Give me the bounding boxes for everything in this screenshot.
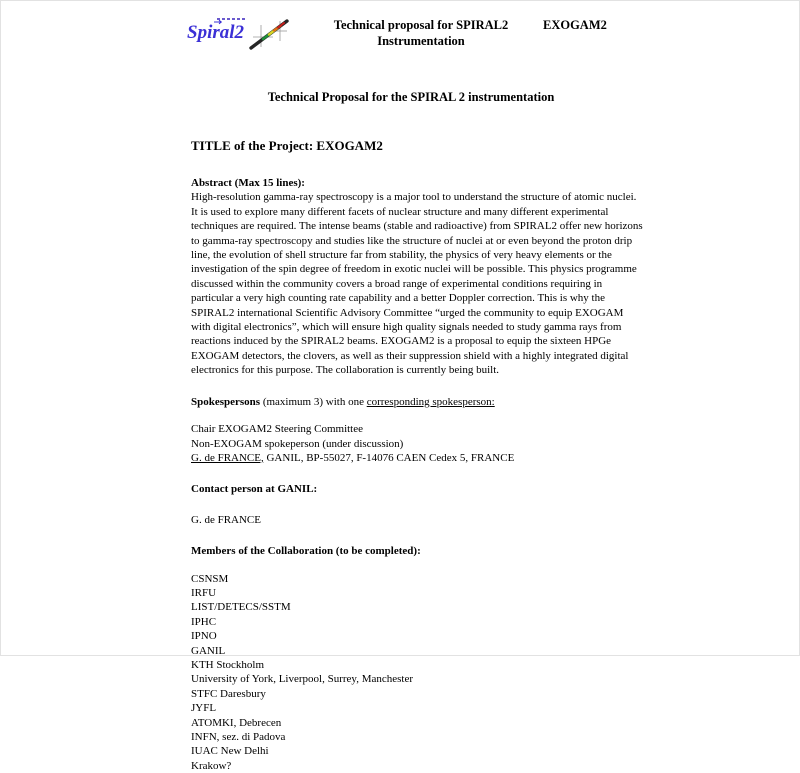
spokespersons-heading — [191, 395, 631, 409]
spokesperson-line: Chair EXOGAM2 Steering Committee — [191, 423, 364, 436]
spokespersons-list — [191, 422, 631, 451]
abstract-line: SPIRAL2 international Scientific Advisory Committee “urged the community to equip EXOGAM — [191, 306, 624, 319]
spokespersons-heading-regular: (maximum 3) with one — [260, 395, 367, 408]
abstract-line: reactions induced by the SPIRAL2 beams. EXOGAM2 is a proposal to equip the sixteen HPGe — [191, 335, 612, 348]
abstract-heading: Abstract (Max 15 lines): — [191, 177, 305, 189]
member-list-item: IPHC — [191, 615, 217, 628]
header-right-label: EXOGAM2 — [543, 18, 607, 32]
member-list-item: Krakow? — [191, 759, 232, 772]
spokesperson-line: Non-EXOGAM spokeperson (under discussion) — [191, 437, 404, 450]
project-title: TITLE of the Project: EXOGAM2 — [191, 138, 383, 153]
members-list — [191, 572, 631, 773]
document-content — [187, 1, 643, 773]
spiral2-logo — [187, 15, 291, 53]
member-list-item: INFN, sez. di Padova — [191, 731, 286, 743]
abstract-line: particular a very high counting rate capability and a better Doppler correction. This is why the — [191, 292, 605, 305]
header-title-line1: Technical proposal for SPIRAL2 — [333, 18, 509, 32]
member-list-item: CSNSM — [191, 572, 229, 585]
page-header — [187, 1, 631, 63]
corresponding-spokesperson-line — [191, 451, 631, 465]
member-list-item: University of York, Liverpool, Surrey, Manchester — [191, 673, 413, 686]
members-heading: Members of the Collaboration (to be completed): — [191, 545, 421, 558]
header-title-line2: Instrumentation — [377, 34, 465, 48]
abstract-line: electronics for this purpose. The collaboration is currently being built. — [191, 364, 500, 377]
corresponding-spokesperson-name: G. de FRANCE, — [191, 451, 264, 464]
abstract-line: to gamma-ray spectroscopy and studies like the structure of nuclei at or even beyond the proton drip — [191, 234, 633, 247]
document-main-title: Technical Proposal for the SPIRAL 2 instrumentation — [267, 90, 555, 104]
member-list-item: IPNO — [191, 630, 217, 643]
abstract-line: investigation of the spin degree of freedom in exotic nuclei will be possible. This physics programme — [191, 263, 637, 276]
abstract-line: techniques are required. The intense beams (stable and radioactive) from SPIRAL2 offer new horizons — [191, 220, 643, 233]
header-title — [301, 17, 541, 49]
member-list-item: LIST/DETECS/SSTM — [191, 601, 291, 614]
abstract-line: discussed within the community covers a broad range of experimental conditions requiring in — [191, 277, 603, 290]
member-list-item: JYFL — [191, 702, 217, 715]
member-list-item: IUAC New Delhi — [191, 745, 269, 758]
corresponding-spokesperson-address: GANIL, BP-55027, F-14076 CAEN Cedex 5, FRANCE — [263, 451, 515, 464]
abstract-body — [191, 190, 643, 377]
member-list-item: KTH Stockholm — [191, 658, 265, 671]
abstract-line: line, the evolution of shell structure far from stability, the physics of very heavy elements or the — [191, 249, 612, 262]
svg-text:Spiral2: Spiral2 — [187, 22, 245, 43]
contact-heading: Contact person at GANIL: — [191, 483, 318, 496]
corresponding-spokesperson-label: corresponding spokesperson: — [366, 395, 495, 408]
abstract-line: with digital electronics”, which will ensure high quality signals needed to study gamma rays from — [191, 321, 622, 334]
member-list-item: STFC Daresbury — [191, 687, 266, 700]
spokespersons-heading-bold: Spokespersons — [191, 395, 261, 408]
contact-name: G. de FRANCE — [191, 513, 261, 526]
abstract-line: EXOGAM detectors, the clovers, as well as their suppression shield with a highly integrated digital — [191, 349, 629, 362]
member-list-item: ATOMKI, Debrecen — [191, 716, 282, 729]
abstract-line: High-resolution gamma-ray spectroscopy is a major tool to understand the structure of atomic nuclei. — [191, 191, 637, 204]
member-list-item: GANIL — [191, 644, 226, 657]
abstract-line: It is used to explore many different facets of nuclear structure and many different experimental — [191, 205, 609, 218]
member-list-item: IRFU — [191, 586, 217, 599]
